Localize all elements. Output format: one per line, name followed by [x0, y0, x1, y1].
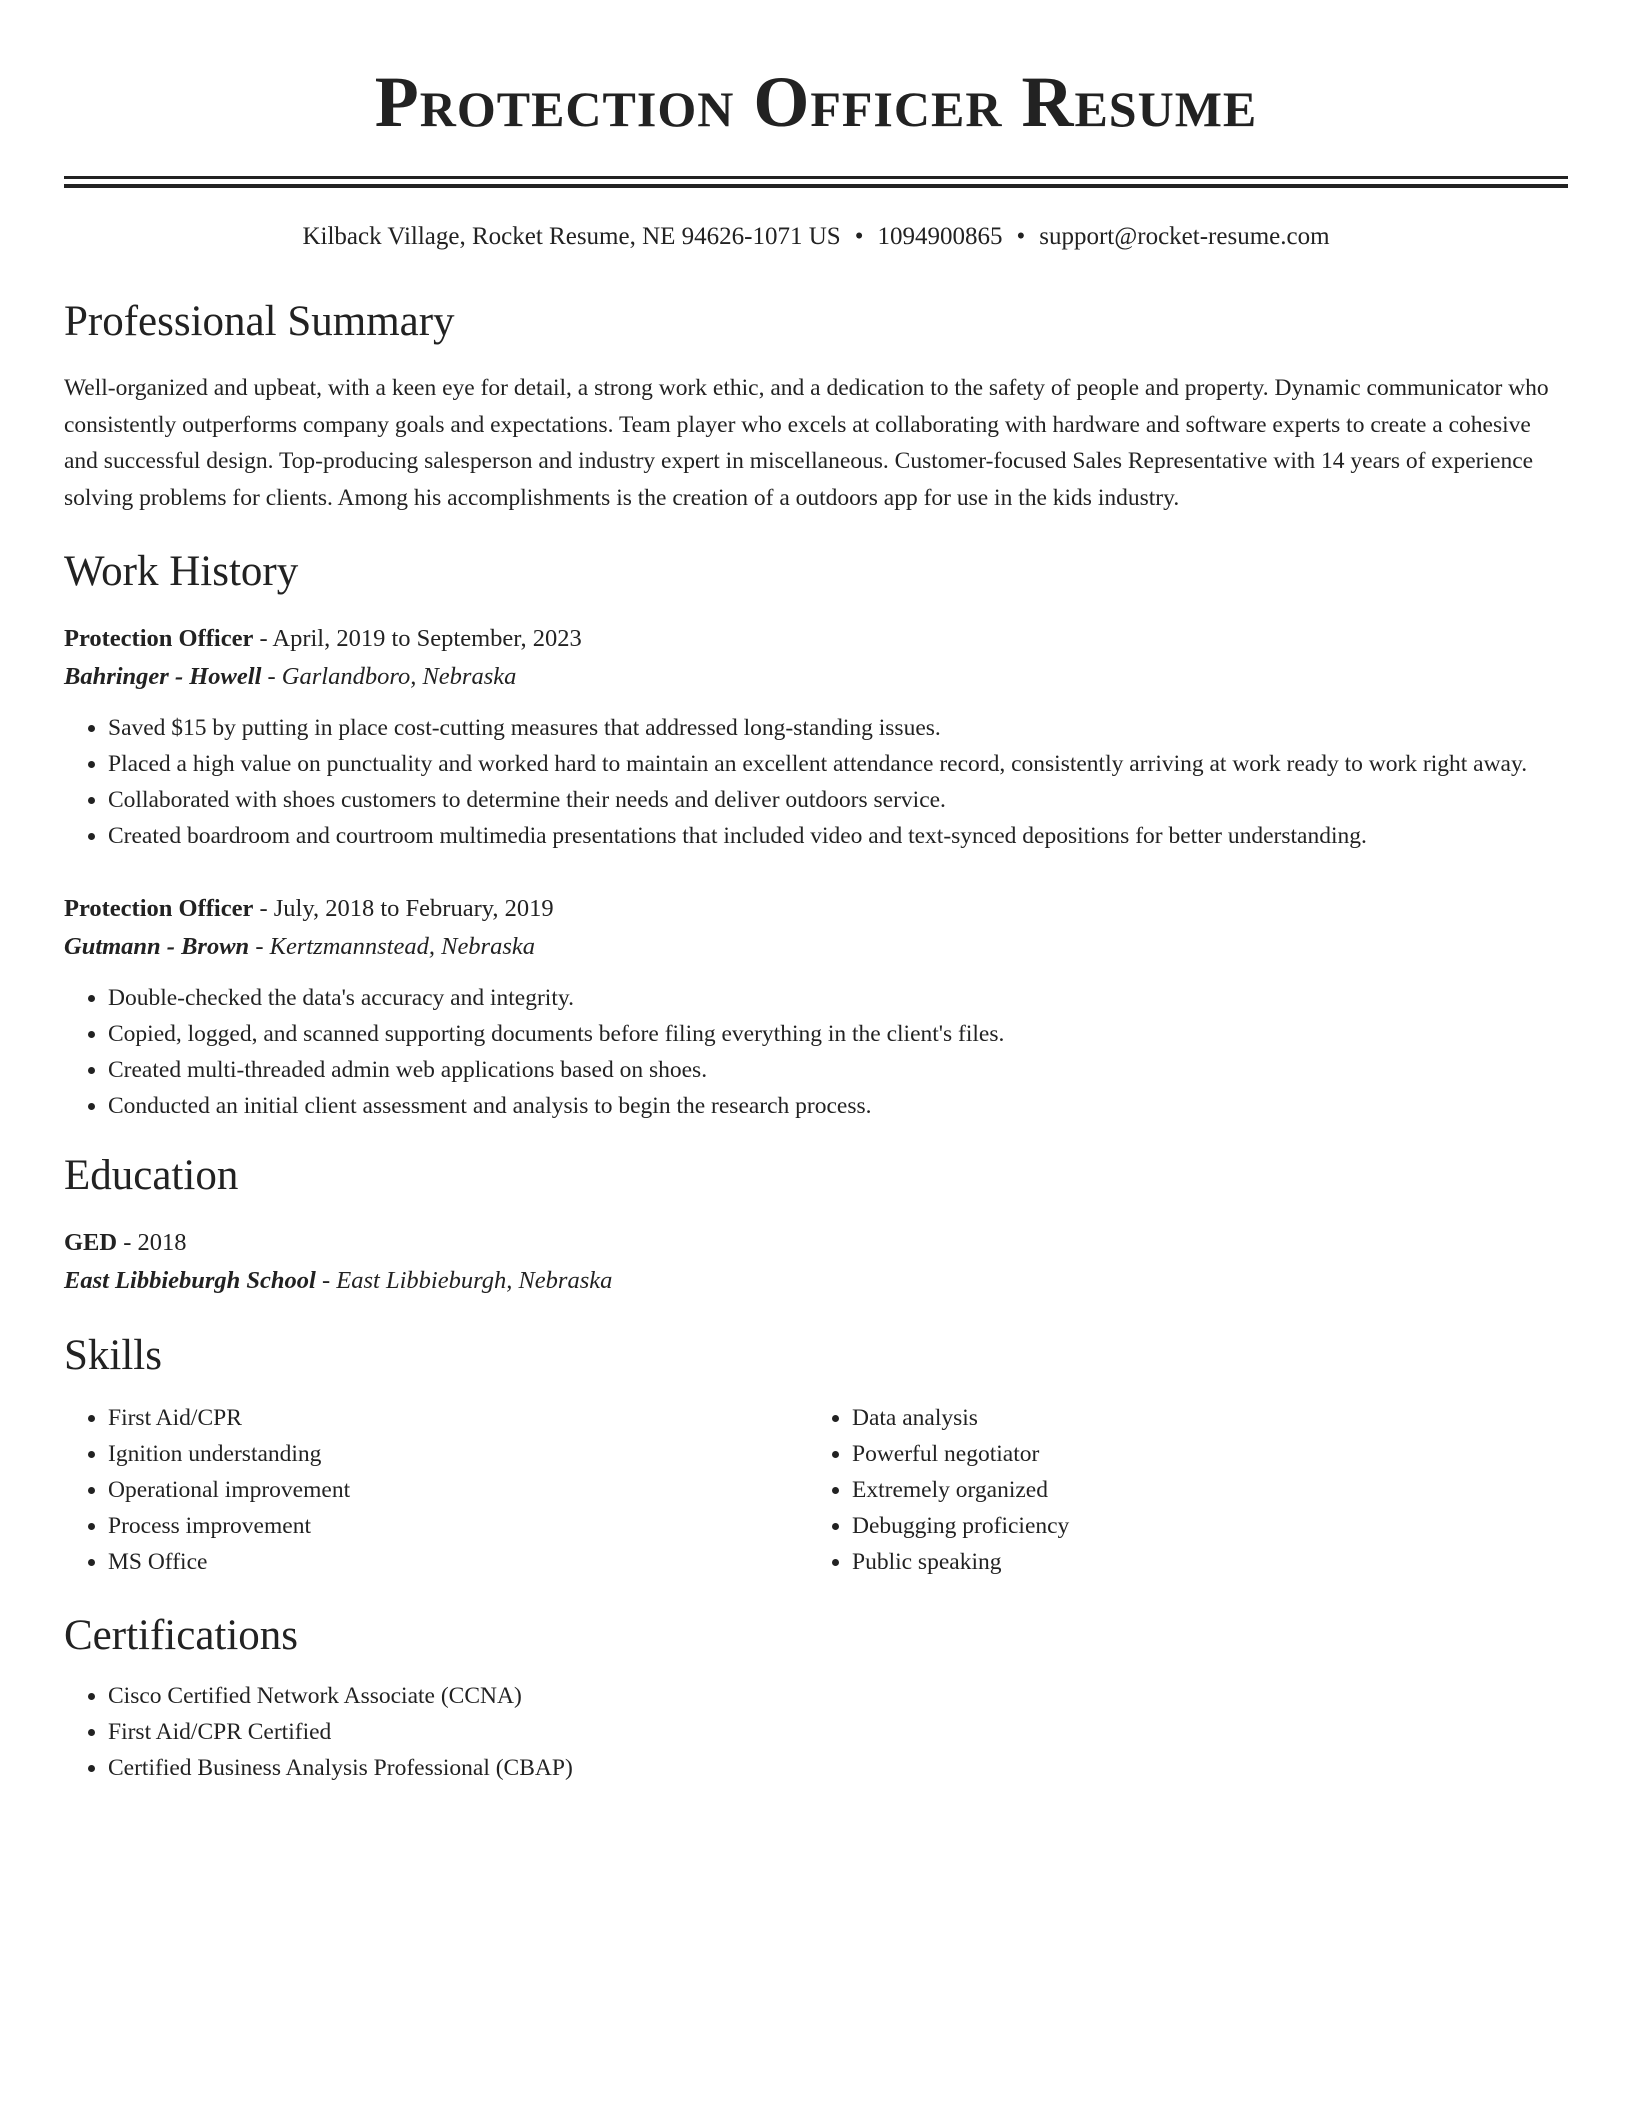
skill-item: • Operational improvement: [108, 1472, 808, 1508]
contact-address: Kilback Village, Rocket Resume, NE 94626-1071 US: [302, 223, 841, 250]
certification-item: • Certified Business Analysis Professional (CBAP): [108, 1750, 1568, 1786]
school-line: [64, 1262, 1568, 1300]
skills-heading: Skills: [64, 1332, 162, 1379]
job-title-line: [64, 890, 1568, 928]
contact-email: support@rocket-resume.com: [1039, 223, 1330, 250]
skill-item: • Process improvement: [108, 1508, 808, 1544]
job-duty: • Placed a high value on punctuality and worked hard to maintain an excellent attendance record, consistently arriving at work ready to work right away.: [108, 746, 1568, 782]
job-duty: • Saved $15 by putting in place cost-cutting measures that addressed long-standing issues.: [108, 710, 1568, 746]
education-heading: Education: [64, 1152, 239, 1199]
contact-separator: •: [854, 223, 864, 250]
skill-item: • Extremely organized: [852, 1472, 1552, 1508]
job-duties: [64, 980, 1568, 1124]
summary-text: Well-organized and upbeat, with a keen eye for detail, a strong work ethic, and a dedication to the safety of people and property. Dynamic communicator who consistently outperforms company goals and expectations. Team player who excels at collaborating with hardware and software experts to create a cohesive and successful design. Top-producing salesperson and industry expert in miscellaneous. Customer-focused Sales Representative with 14 years of experience solving problems for clients. Among his accomplishments is the creation of a outdoors app for use in the kids industry.: [64, 375, 1549, 511]
degree: GED: [64, 1229, 118, 1256]
job-company-line: [64, 658, 1568, 696]
job-duty: • Collaborated with shoes customers to determine their needs and deliver outdoors service.: [108, 782, 1568, 818]
school-name: East Libbieburgh School: [64, 1267, 316, 1294]
job-company: Gutmann - Brown: [64, 933, 250, 960]
degree-year: - 2018: [117, 1229, 187, 1256]
summary-heading: Professional Summary: [64, 298, 455, 345]
school-location: - East Libbieburgh, Nebraska: [315, 1267, 613, 1294]
skill-item: • Ignition understanding: [108, 1436, 808, 1472]
job-duty: • Created boardroom and courtroom multimedia presentations that included video and text-synced depositions for better understanding.: [108, 818, 1568, 854]
skill-item: • Powerful negotiator: [852, 1436, 1552, 1472]
job-location: - Kertzmannstead, Nebraska: [249, 933, 536, 960]
job-dates: - April, 2019 to September, 2023: [253, 625, 582, 652]
work-history-heading: Work History: [64, 548, 299, 595]
skills-list-left: [64, 1400, 808, 1580]
skills-list-right: [808, 1400, 1552, 1580]
education-entry: [64, 1224, 1568, 1300]
job-duty: • Double-checked the data's accuracy and integrity.: [108, 980, 1568, 1016]
job-dates: - July, 2018 to February, 2019: [253, 895, 554, 922]
certification-item: • First Aid/CPR Certified: [108, 1714, 1568, 1750]
job-duty: • Conducted an initial client assessment and analysis to begin the research process.: [108, 1088, 1568, 1124]
certifications-list: [64, 1678, 1568, 1786]
job-company: Bahringer - Howell: [64, 663, 262, 690]
skill-item: • MS Office: [108, 1544, 808, 1580]
skill-item: • Public speaking: [852, 1544, 1552, 1580]
contact-phone: 1094900865: [877, 223, 1003, 250]
skill-item: • Debugging proficiency: [852, 1508, 1552, 1544]
contact-separator: •: [1016, 223, 1026, 250]
job-location: - Garlandboro, Nebraska: [261, 663, 517, 690]
job-title: Protection Officer: [64, 895, 254, 922]
contact-line: [64, 220, 1568, 254]
title-divider: [64, 176, 1568, 188]
job-company-line: [64, 928, 1568, 966]
skill-item: • First Aid/CPR: [108, 1400, 808, 1436]
degree-line: [64, 1224, 1568, 1262]
resume-title: Protection Officer Resume: [374, 62, 1258, 142]
certifications-heading: Certifications: [64, 1612, 299, 1659]
skill-item: • Data analysis: [852, 1400, 1552, 1436]
job-duty: • Copied, logged, and scanned supporting documents before filing everything in the client's files.: [108, 1016, 1568, 1052]
skills-columns: [64, 1400, 1568, 1580]
job-entry: [64, 620, 1568, 854]
job-duties: [64, 710, 1568, 854]
job-title: Protection Officer: [64, 625, 254, 652]
job-title-line: [64, 620, 1568, 658]
job-duty: • Created multi-threaded admin web applications based on shoes.: [108, 1052, 1568, 1088]
job-entry: [64, 890, 1568, 1124]
certification-item: • Cisco Certified Network Associate (CCNA): [108, 1678, 1568, 1714]
